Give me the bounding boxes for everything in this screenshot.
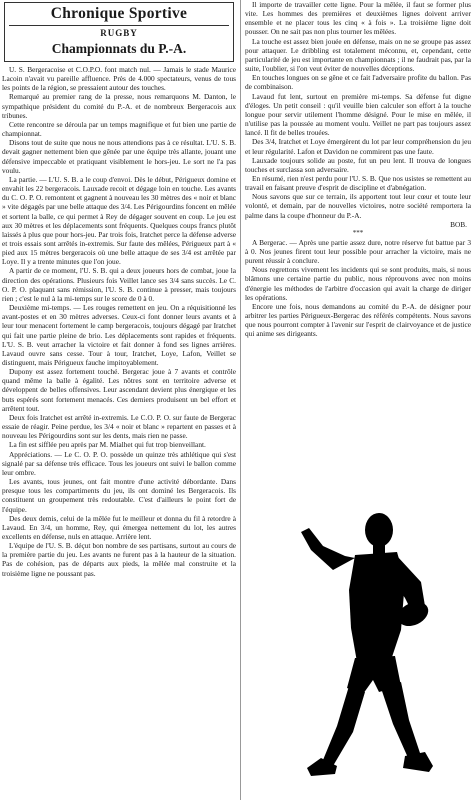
section-separator: *** bbox=[352, 228, 364, 237]
header-divider bbox=[9, 25, 229, 26]
article-paragraph: La partie. — L'U. S. B. a le coup d'envoi. Dès le début, Périgueux domine et envahit les 22 bergeracois. Lauxade recoit et dégage loin en touche. Les avants du C. O. P. O. remontent et gagnent à nouveau les 30 mètres des « noir et blanc » vite dégagés par une belle attaque des 3/4. Les Périgourdins foncent en mêlée et sortent la balle, ce qui permet à Rey de dégager souvent en coup. Le jeu est aux 30 mètres et les déplacements sont fréquents. Quelques coups francs plutôt laissés à plus que pour hors-jeu. Par trois fois, Iratchet perce la défense adverse et trois essais sont arrêtés in-extremis. Sur faute des mêlées, Périgueux part à « pied aux 15 mètres bergeracois où une belle attaque de ses 3/4 est arrêtée par Loye. Il y a trente minutes que l'on joue. bbox=[2, 174, 236, 267]
article-paragraph: En touches longues on se gêne et ce fait l'adversaire profite du ballon. Pas de combinaison. bbox=[245, 73, 471, 92]
article-paragraph: Il importe de travailler cette ligne. Pour la mêlée, il faut se former plus vite. Les hommes des premières et deuxièmes lignes doivent arriver ensemble et ne placer tous les cinq « à fois ». La troisième ligne doit pousser. On ne sait pas non plus tourner les mêlées. bbox=[245, 0, 471, 37]
article-headline: Championnats du P.-A. bbox=[51, 41, 187, 56]
article-paragraph: Deux fois Iratchet est arrêté in-extremis. Le C.O. P. O. sur faute de Bergerac essaie de réagir. Peine perdue, les 3/4 « noir et blanc » repartent en passes et à nouveau les Périgourdins sont sur les dents, mais rien ne passe. bbox=[2, 412, 236, 441]
article-paragraph: Encore une fois, nous demandons au comité du P.-A. de désigner pour arbitrer les parties Périgueux-Bergerac des référés compétents. Nous savons que nous pourront compter à l'avenir sur l'esprit de clairvoyance et de justice qui anime ses dirigeants. bbox=[245, 301, 471, 339]
article-paragraph: Nous savons que sur ce terrain, ils apportent tout leur cœur et toute leur volonté, et demain, par de nouvelles victoires, notre société remportera la palme dans la coupe d'honneur du P.-A. bbox=[245, 192, 471, 220]
rugby-runner-silhouette-icon bbox=[293, 510, 443, 792]
article-paragraph: Les avants, tous jeunes, ont fait montre d'une activité débordante. Dans presque tous les compartiments du jeu, ils ont dominé les Bergeracois. Ils constituent un groupement très redoutable. C'est d'ailleurs le point fort de l'équipe. bbox=[2, 477, 236, 514]
article-paragraph: Des deux demis, celui de la mêlée fut le meilleur et donna du fil à retordre à Lavaud. En 3/4, un homme, Rey, qui émergea nettement du lot, les autres excellents en défense, nuls en attaque. Arrière lent. bbox=[2, 513, 236, 541]
article-paragraph: Nous regrettons vivement les incidents qui se sont produits, mais, si nous blâmons une certaine partie du public, nous réprouvons avec non moins d'énergie les méthodes de l'arbitre d'occasion qui avait la charge de diriger les opérations. bbox=[245, 265, 471, 302]
article-paragraph: Appréciations. — Le C. O. P. O. possède un quinze très athlétique qui s'est signalé par sa défense très efficace. Tous les joueurs ont suivi le ballon comme leur ombre. bbox=[2, 449, 236, 477]
article-paragraph: U. S. Bergeracoise et C.O.P.O. font match nul. — Jamais le stade Maurice Lacoin n'avait vu pareille affluence. Près de 4.000 spectateurs, venus de tous les points de la région, se pressaient autour des touches. bbox=[2, 65, 236, 93]
article-paragraph: Disons tout de suite que nous ne nous attendions pas à ce résultat. L'U. S. B. devait gagner nettement bien que gênée par une équipe très allante, jouant une défensive impeccable et pratiquant visiblement le hors-jeu. Le sort ne l'a pas voulu. bbox=[2, 138, 236, 175]
article-paragraph: Lauxade toujours solide au poste, fut un peu lent. Il trouva de longues touches et surclassa son adversaire. bbox=[245, 155, 471, 174]
article-paragraph: Des 3/4, Iratchet et Loye émergèrent du lot par leur compréhension du jeu et leur régularité. Lafon et Davidon ne commirent pas une faute. bbox=[245, 137, 471, 156]
reserve-article-body bbox=[245, 238, 471, 339]
article-paragraph: Cette rencontre se déroula par un temps magnifique et fut bien une partie de championnat. bbox=[2, 119, 236, 139]
left-article-body bbox=[2, 65, 236, 578]
article-paragraph: A Bergerac. — Après une partie assez dure, notre réserve fut battue par 3 à 0. Nos jeunes firent tout leur possible pour arracher la victoire, mais ne purent réussir à conclure. bbox=[245, 237, 471, 266]
article-paragraph: La touche est assez bien jouée en défense, mais on ne se groupe pas assez pour attaquer. Le dribbling est totalement méconnu, et, cependant, cette particularité de jeu est importante en championnats ; il ne faudrait pas, par la suite, l'oublier, si l'on veut éviter de nouvelles déceptions. bbox=[245, 36, 471, 74]
article-paragraph: Dupony est assez fortement touché. Bergerac joue à 7 avants et contrôle quand même la balle à égalité. Les nôtres sont en territoire adverse et développent de belles offensives. Leur ascendant devient plus énergique et les buts espérés sont fortement menacés. Ces derniers produisent un bel effort et arrêtent tout. bbox=[2, 367, 236, 413]
left-column bbox=[2, 0, 236, 800]
section-header bbox=[4, 2, 234, 62]
article-paragraph: Deuxième mi-temps. — Les rouges remettent en jeu. On a réquisitionné les avant-postes et en 30 mètres adverses. Ceux-ci font donner leurs avants et à leur tour menacent fortement le camp bergeracois, toujours dégagé par Iratchet qui fait une partie pleine de brio. Les déplacements sont rapides et fréquents. L'U. S. B. veut arracher la victoire et fait donner à fond ses lignes arrières. Lavaud ouvre sans cesse. Tour à tour, Iratchet, Loye, Lafon, Veillet se distinguent, mais Périgueux fauche impitoyablement. bbox=[2, 303, 236, 367]
article-paragraph: La fin est sifflée peu après par M. Mialhet qui fut trop bienveillant. bbox=[9, 440, 206, 450]
article-paragraph: L'équipe de l'U. S. B. déçut bon nombre de ses partisans, surtout au cours de la première partie du jeu. Les avants ne furent pas à la hauteur de la situation. Pas de cohésion, pas de départs aux pieds, la mêlée mal construite et la troisième ligne ne poussant pas. bbox=[2, 541, 236, 578]
column-divider bbox=[240, 0, 241, 800]
section-subtitle: RUGBY bbox=[100, 28, 138, 38]
article-paragraph: Remarqué au premier rang de la presse, nous remarquons M. Danton, le sympathique président du comité du P.-A. et de nombreux Bergeracois aux tribunes. bbox=[2, 92, 236, 120]
article-paragraph: En résumé, rien n'est perdu pour l'U. S. B. Que nos usistes se remettent au travail en faisant preuve d'esprit de discipline et d'abnégation. bbox=[245, 173, 471, 193]
article-paragraph: A partir de ce moment, l'U. S. B. qui a deux joueurs hors de combat, joue la direction des opérations. Plusieurs fois Veillet lance ses 3/4 sans succès. Le C. O. P. O. plaquant sans rémission, l'U. S. B. continue à presser, mais toujours rien ; c'est le nul à la mi-temps sur le score de 0 à 0. bbox=[2, 266, 236, 303]
section-title: Chronique Sportive bbox=[50, 5, 188, 22]
signature-bob: BOB. bbox=[450, 219, 467, 229]
article-paragraph: Lavaud fut lent, surtout en première mi-temps. Sa défense fut digne d'éloges. Un petit conseil : qu'il veuille bien calculer son effort à la touche longue pour servir utilement l'homme désigné. Pour le mise en mêlée, il n'utilise pas la poussée au moment voulu. Veillet ne part pas toujours assez lancé. Il fit de belles trouées. bbox=[245, 91, 471, 138]
right-article-body bbox=[245, 0, 471, 220]
